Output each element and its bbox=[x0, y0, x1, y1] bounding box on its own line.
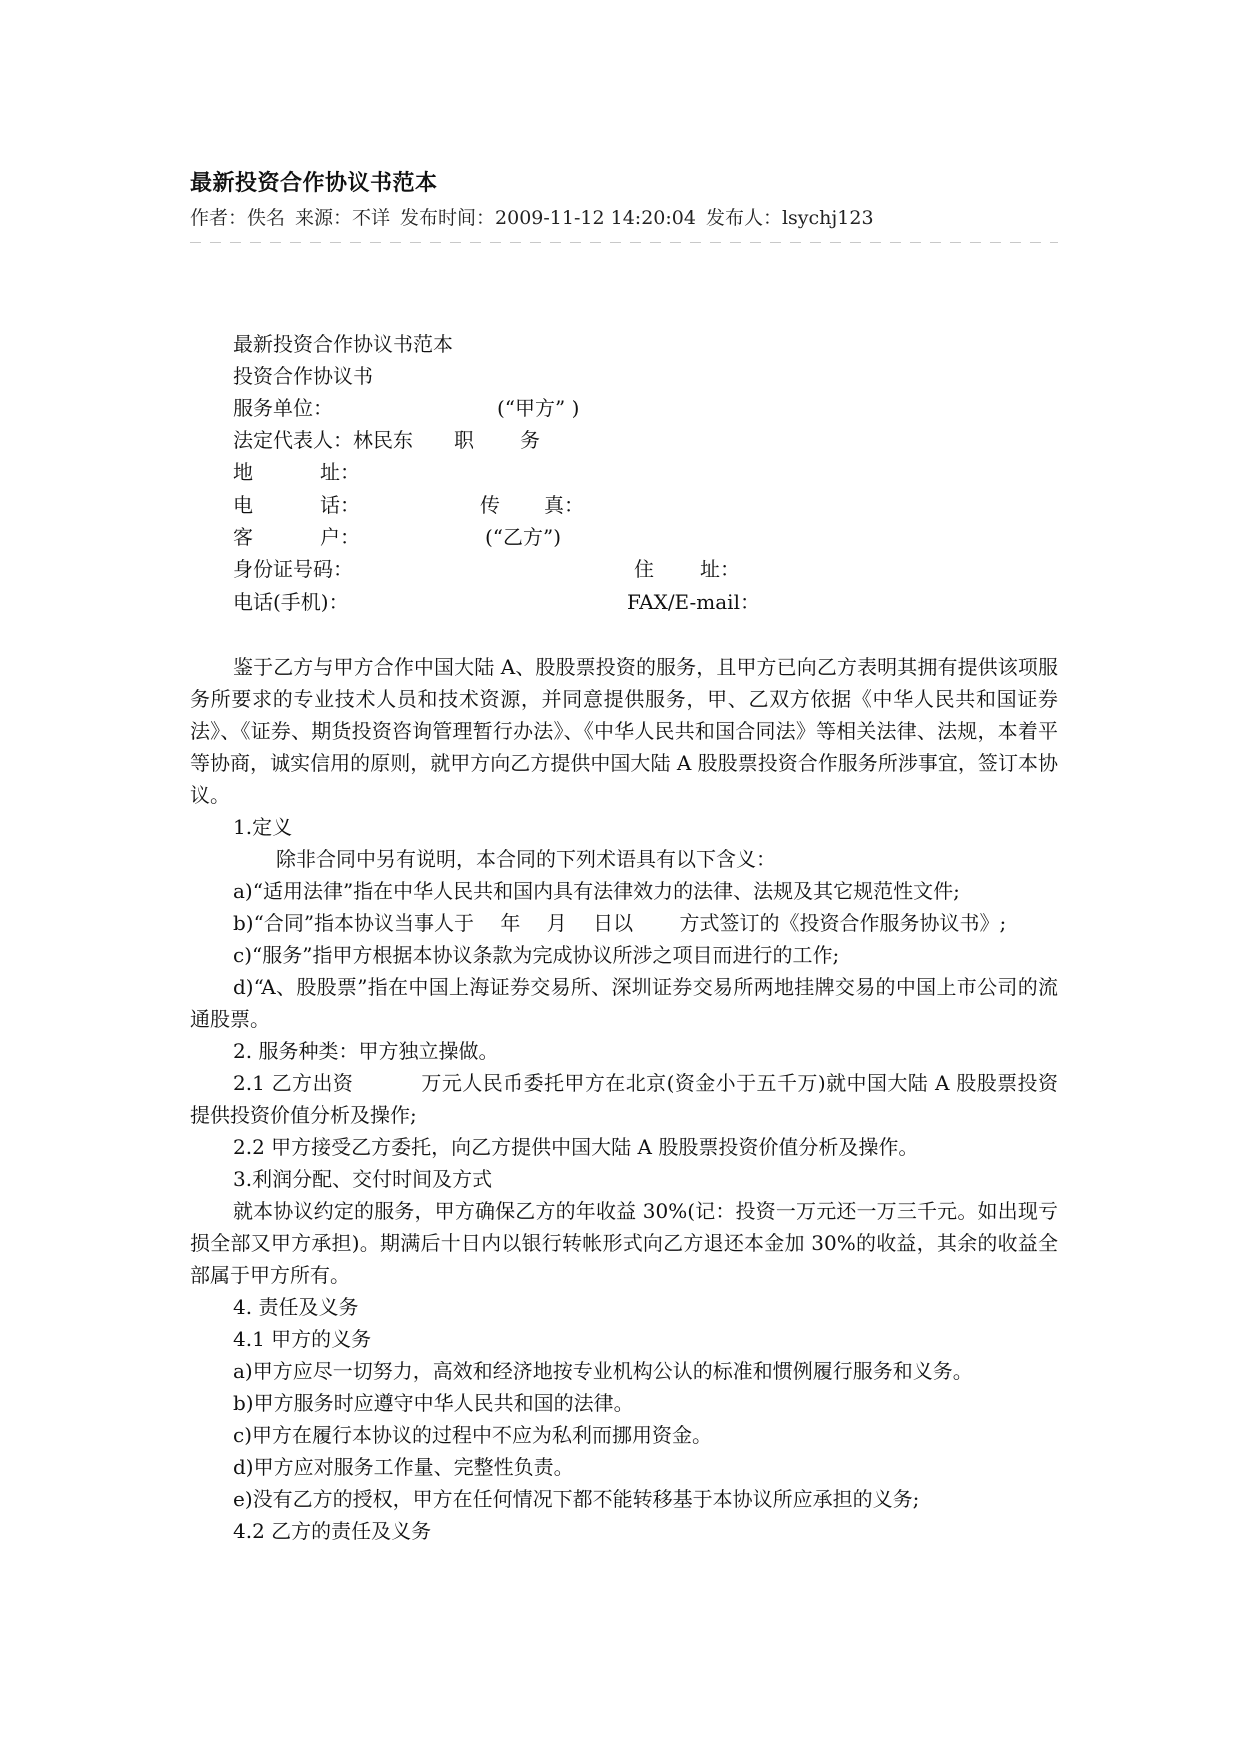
agreement-paragraph: 2. 服务种类：甲方独立操做。 bbox=[233, 1039, 499, 1063]
fax-label-2: 真： bbox=[544, 493, 584, 517]
agreement-paragraph: 2.1 乙方出资 万元人民币委托甲方在北京(资金小于五千万)就中国大陆 A 股股票投资提供投资价值分析及操作; bbox=[190, 1071, 1058, 1127]
fax-label-1: 传 bbox=[480, 493, 500, 517]
agreement-paragraph: a)甲方应尽一切努力，高效和经济地按专业机构公认的标准和惯例履行服务和义务。 bbox=[233, 1359, 973, 1383]
doc-heading-1: 最新投资合作协议书范本 bbox=[233, 332, 453, 356]
fax-email-label: FAX/E-mail： bbox=[627, 590, 760, 614]
agreement-paragraph: d)甲方应对服务工作量、完整性负责。 bbox=[233, 1455, 574, 1479]
agreement-paragraph: c)“服务”指甲方根据本协议条款为完成协议所涉之项目而进行的工作; bbox=[233, 943, 840, 967]
client-label-1: 客 bbox=[233, 525, 253, 549]
article-title: 最新投资合作协议书范本 bbox=[190, 170, 438, 196]
client-label-2: 户： bbox=[320, 525, 360, 549]
agreement-paragraph: 4.2 乙方的责任及义务 bbox=[233, 1519, 432, 1543]
meta-published: 发布时间：2009-11-12 14:20:04 bbox=[400, 207, 696, 229]
agreement-paragraph: e)没有乙方的授权，甲方在任何情况下都不能转移基于本协议所应承担的义务; bbox=[233, 1487, 920, 1511]
phone-label-1: 电 bbox=[233, 493, 253, 517]
phone-label-2: 话： bbox=[320, 493, 360, 517]
dashed-divider bbox=[190, 236, 1058, 248]
agreement-paragraph: b)“合同”指本协议当事人于 年 月 日以 方式签订的《投资合作服务协议书》; bbox=[233, 911, 1007, 935]
agreement-paragraph: 4. 责任及义务 bbox=[233, 1295, 359, 1319]
address-label-1: 地 bbox=[233, 460, 253, 484]
agreement-paragraph: 鉴于乙方与甲方合作中国大陆 A、股股票投资的服务，且甲方已向乙方表明其拥有提供该项服务所要求的专业技术人员和技术资源，并同意提供服务，甲、乙双方依据《中华人民共和国证券法》、《证券、期货投资咨询管理暂行办法》、《中华人民共和国合同法》等相关法律、法规，本着平等协商，诚实信用的原则，就甲方向乙方提供中国大陆 A 股股票投资合作服务所涉事宜，签订本协议。 bbox=[190, 655, 1058, 807]
agreement-paragraph: 4.1 甲方的义务 bbox=[233, 1327, 372, 1351]
residence-label-1: 住 bbox=[634, 557, 654, 581]
residence-label-2: 址： bbox=[700, 557, 740, 581]
agreement-paragraph: c)甲方在履行本协议的过程中不应为私利而挪用资金。 bbox=[233, 1423, 713, 1447]
agreement-paragraph: 就本协议约定的服务，甲方确保乙方的年收益 30%(记：投资一万元还一万三千元。如出现亏损全部又甲方承担)。期满后十日内以银行转帐形式向乙方退还本金加 30%的收益，其余的收益全部属于甲方所有。 bbox=[190, 1199, 1058, 1287]
address-label-2: 址： bbox=[320, 460, 360, 484]
mobile-label: 电话(手机)： bbox=[233, 590, 349, 614]
meta-publisher: 发布人：lsychj123 bbox=[705, 207, 874, 229]
agreement-paragraph: 2.2 甲方接受乙方委托，向乙方提供中国大陆 A 股股票投资价值分析及操作。 bbox=[233, 1135, 919, 1159]
legal-rep-label: 法定代表人：林民东 bbox=[233, 428, 413, 452]
agreement-body bbox=[190, 651, 1058, 1547]
doc-heading-2: 投资合作协议书 bbox=[233, 364, 373, 388]
agreement-paragraph: d)“A、股股票”指在中国上海证券交易所、深圳证券交易所两地挂牌交易的中国上市公司的流通股票。 bbox=[190, 975, 1058, 1031]
agreement-paragraph: 除非合同中另有说明，本合同的下列术语具有以下含义： bbox=[276, 847, 776, 871]
article-meta bbox=[190, 203, 884, 230]
service-unit-label: 服务单位： bbox=[233, 396, 333, 420]
agreement-paragraph: a)“适用法律”指在中华人民共和国内具有法律效力的法律、法规及其它规范性文件; bbox=[233, 879, 960, 903]
agreement-paragraph: 1.定义 bbox=[233, 815, 293, 839]
position-label-1: 职 bbox=[454, 428, 474, 452]
party-a-label: (“甲方” ) bbox=[497, 396, 580, 420]
position-label-2: 务 bbox=[520, 428, 540, 452]
meta-source: 来源：不详 bbox=[295, 207, 391, 229]
id-number-label: 身份证号码： bbox=[233, 557, 353, 581]
agreement-paragraph: b)甲方服务时应遵守中华人民共和国的法律。 bbox=[233, 1391, 634, 1415]
party-b-label: (“乙方”) bbox=[485, 525, 562, 549]
agreement-paragraph: 3.利润分配、交付时间及方式 bbox=[233, 1167, 493, 1191]
meta-author: 作者：佚名 bbox=[190, 207, 286, 229]
